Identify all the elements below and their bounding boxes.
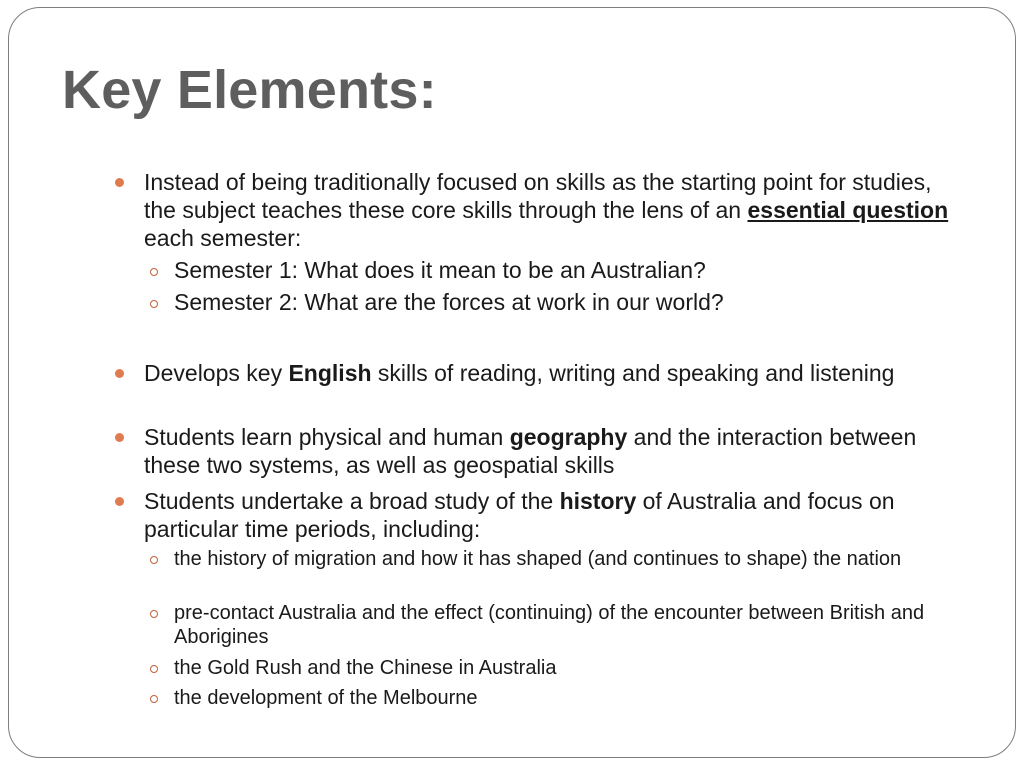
sub-item-migration xyxy=(174,547,944,571)
sub-item-text: pre-contact Australia and the effect (continuing) of the encounter between British and Aborigines xyxy=(174,602,925,648)
slide-title: Key Elements: xyxy=(62,60,437,120)
bullet-text-post: and the interaction between these two systems, as well as geospatial skills xyxy=(144,424,917,478)
ring-bullet-icon xyxy=(150,268,158,276)
ring-bullet-icon xyxy=(150,665,158,673)
bullet-geography xyxy=(144,423,954,479)
bullet-text-pre: Students undertake a broad study of the xyxy=(144,488,560,514)
bullet-text-post: of Australia and focus on particular time periods, including: xyxy=(144,488,895,542)
bullet-dot-icon xyxy=(115,433,124,442)
sub-item-pre-contact xyxy=(174,601,944,649)
bullet-dot-icon xyxy=(115,497,124,506)
sub-item-semester-1 xyxy=(174,256,944,284)
bullet-text-post: skills of reading, writing and speaking and listening xyxy=(371,360,895,386)
bullet-essential-question xyxy=(144,168,954,252)
bullet-emphasis: geography xyxy=(509,424,628,450)
sub-item-text: the Gold Rush and the Chinese in Australia xyxy=(174,657,557,679)
bullet-history xyxy=(144,487,954,543)
sub-item-gold-rush xyxy=(174,656,944,680)
bullet-emphasis: English xyxy=(288,360,372,386)
bullet-dot-icon xyxy=(115,369,124,378)
bullet-emphasis: essential question xyxy=(747,197,949,223)
ring-bullet-icon xyxy=(150,610,158,618)
bullet-text-pre: Instead of being traditionally focused on skills as the starting point for studies, the subject teaches these core skills through the lens of an xyxy=(144,169,932,223)
ring-bullet-icon xyxy=(150,300,158,308)
bullet-emphasis: history xyxy=(559,488,637,514)
sub-item-text: the development of the Melbourne xyxy=(174,687,478,709)
ring-bullet-icon xyxy=(150,695,158,703)
bullet-text-pre: Students learn physical and human xyxy=(144,424,510,450)
sub-item-text: Semester 1: What does it mean to be an Australian? xyxy=(174,257,706,283)
sub-item-text: the history of migration and how it has shaped (and continues to shape) the nation xyxy=(174,548,902,570)
bullet-text-pre: Develops key xyxy=(144,360,289,386)
sub-item-melbourne xyxy=(174,686,944,710)
bullet-text-post: each semester: xyxy=(144,225,302,251)
bullet-dot-icon xyxy=(115,178,124,187)
bullet-english xyxy=(144,359,954,387)
ring-bullet-icon xyxy=(150,556,158,564)
sub-item-text: Semester 2: What are the forces at work in our world? xyxy=(174,289,724,315)
sub-item-semester-2 xyxy=(174,288,944,316)
